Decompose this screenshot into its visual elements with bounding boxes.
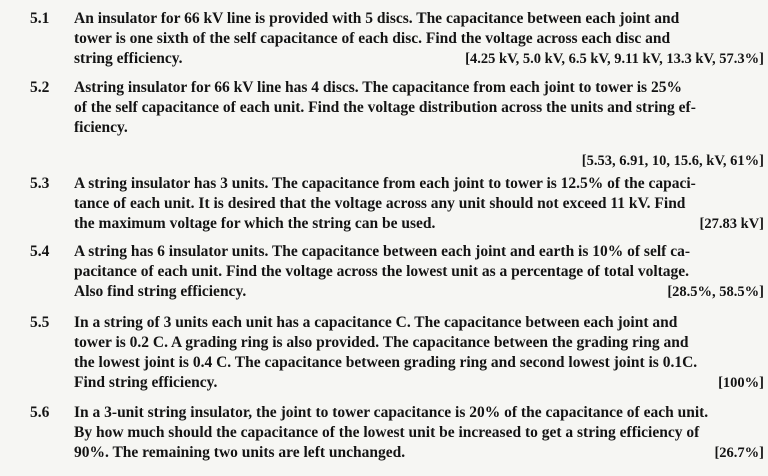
problem-line: ficiency.	[74, 119, 128, 136]
problem-text	[74, 9, 764, 69]
problem-line: tower is 0.2 C. A grading ring is also provided. The capacitance between the grading ring and	[74, 334, 689, 351]
problem-number: 5.6	[30, 404, 50, 421]
problem-text	[74, 78, 764, 171]
problem-line: In a 3-unit string insulator, the joint to tower capacitance is 20% of the capacitance of each unit.	[74, 404, 709, 421]
problem-line: of the self capacitance of each unit. Find the voltage distribution across the units and string ef-	[74, 99, 696, 116]
problem-line: the lowest joint is 0.4 C. The capacitance between grading ring and second lowest joint is 0.1C.	[74, 354, 698, 371]
answer: [27.83 kV]	[699, 216, 764, 232]
problem-number: 5.1	[30, 10, 50, 27]
problem-text	[74, 242, 764, 302]
answer: [26.7%]	[714, 445, 764, 461]
problem-line: In a string of 3 units each unit has a capacitance C. The capacitance between each joint and	[74, 314, 678, 331]
problem-line: By how much should the capacitance of the lowest unit be increased to get a string efficiency of	[74, 424, 700, 441]
problem-number: 5.3	[30, 175, 50, 192]
problem-number: 5.5	[30, 314, 50, 331]
problem-line: Astring insulator for 66 kV line has 4 discs. The capacitance from each joint to tower is 25%	[74, 79, 682, 96]
problem-line: Find string efficiency.	[74, 374, 218, 391]
problem-text	[74, 174, 764, 234]
problem-line: 90%. The remaining two units are left unchanged.	[74, 444, 406, 461]
answer: [28.5%, 58.5%]	[667, 284, 764, 300]
answer: [100%]	[718, 375, 764, 391]
problem-line: An insulator for 66 kV line is provided with 5 discs. The capacitance between each joint and	[74, 10, 680, 27]
problem-number: 5.4	[30, 243, 50, 260]
problem-line: the maximum voltage for which the string can be used.	[74, 215, 436, 232]
problem-line: A string insulator has 3 units. The capacitance from each joint to tower is 12.5% of the capaci-	[74, 175, 696, 192]
problem-number: 5.2	[30, 79, 50, 96]
problem-text	[74, 313, 764, 393]
answer: [4.25 kV, 5.0 kV, 6.5 kV, 9.11 kV, 13.3 kV, 57.3%]	[465, 51, 764, 67]
problem-line: pacitance of each unit. Find the voltage across the lowest unit as a percentage of total voltage.	[74, 263, 690, 280]
answer: [5.53, 6.91, 10, 15.6, kV, 61%]	[581, 153, 764, 169]
problem-text	[74, 403, 764, 463]
problem-line: Also find string efficiency.	[74, 283, 247, 300]
problem-line: string efficiency.	[74, 50, 183, 67]
problem-line: tance of each unit. It is desired that the voltage across any unit should not exceed 11 kV. Find	[74, 195, 686, 212]
problem-line: A string has 6 insulator units. The capacitance between each joint and earth is 10% of self ca-	[74, 243, 690, 260]
problem-line: tower is one sixth of the self capacitance of each disc. Find the voltage across each disc and	[74, 30, 671, 47]
